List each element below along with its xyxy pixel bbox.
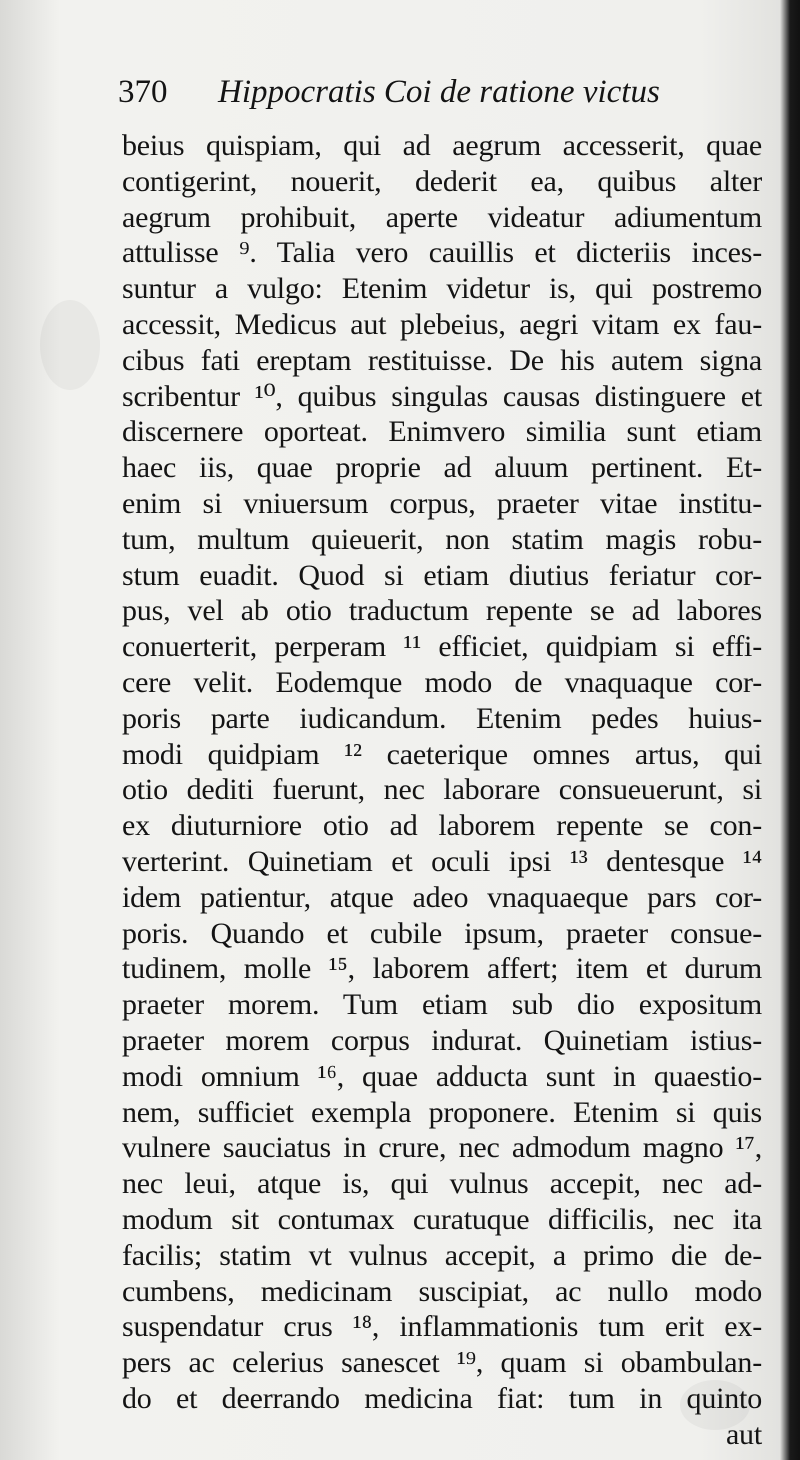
text-line: stum euadit. Quod si etiam diutius feriatur cor- — [122, 558, 762, 592]
text-line: pus, vel ab otio traductum repente se ad labores — [122, 594, 762, 628]
text-line: cumbens, medicinam suscipiat, ac nullo modo — [122, 1274, 762, 1308]
text-line: nem, sufficiet exempla proponere. Etenim si quis — [122, 1095, 762, 1129]
text-line: modum sit contumax curatuque difficilis, nec ita — [122, 1202, 762, 1236]
text-line: modi omnium ¹⁶, quae adducta sunt in quaestio- — [122, 1059, 762, 1093]
text-line: haec iis, quae proprie ad aluum pertinent. Et- — [122, 451, 762, 485]
text-line: facilis; statim vt vulnus accepit, a primo die de- — [122, 1238, 762, 1272]
text-line: idem patientur, atque adeo vnaquaeque pars cor- — [122, 880, 762, 914]
text-line: ex diuturniore otio ad laborem repente se con- — [122, 809, 762, 843]
running-title: Hippocratis Coi de ratione victus — [218, 74, 660, 110]
catchword: aut — [725, 1417, 762, 1451]
text-line: beius quispiam, qui ad aegrum accesserit, quae — [122, 129, 762, 162]
text-line: vulnere sauciatus in crure, nec admodum magno ¹⁷, — [122, 1131, 762, 1165]
text-line: modi quidpiam ¹² caeterique omnes artus, qui — [122, 737, 762, 771]
text-line: scribentur ¹⁰, quibus singulas causas distinguere et — [122, 379, 762, 413]
text-line: enim si vniuersum corpus, praeter vitae institu- — [122, 486, 762, 520]
page-number: 370 — [118, 74, 168, 110]
text-line: otio dediti fuerunt, nec laborare consueuerunt, si — [122, 773, 762, 807]
text-line: cere velit. Eodemque modo de vnaquaque cor- — [122, 665, 762, 699]
text-line: nec leui, atque is, qui vulnus accepit, nec ad- — [122, 1167, 762, 1201]
text-line: contigerint, nouerit, dederit ea, quibus alter — [122, 164, 762, 198]
text-line: praeter morem corpus indurat. Quinetiam istius- — [122, 1023, 762, 1057]
text-line: pers ac celerius sanescet ¹⁹, quam si obambulan- — [122, 1346, 762, 1380]
text-line: poris parte iudicandum. Etenim pedes huius- — [122, 701, 762, 735]
body-text — [122, 128, 762, 1452]
text-line: accessit, Medicus aut plebeius, aegri vitam ex fau- — [122, 307, 762, 341]
text-line: suspendatur crus ¹⁸, inflammationis tum erit ex- — [122, 1310, 762, 1344]
text-line: praeter morem. Tum etiam sub dio expositum — [122, 988, 762, 1022]
text-line: tum, multum quieuerit, non statim magis robu- — [122, 522, 762, 556]
text-line: conuerterit, perperam ¹¹ efficiet, quidpiam si effi- — [122, 630, 762, 664]
text-line: poris. Quando et cubile ipsum, praeter consue- — [122, 916, 762, 950]
text-line: do et deerrando medicina fiat: tum in quinto — [122, 1381, 762, 1415]
text-line: tudinem, molle ¹⁵, laborem affert; item et durum — [122, 952, 762, 986]
text-line: cibus fati ereptam restituisse. De his autem signa — [122, 343, 762, 377]
paper-stain — [40, 300, 100, 390]
text-line: suntur a vulgo: Etenim videtur is, qui postremo — [122, 272, 762, 306]
text-line: attulisse ⁹. Talia vero cauillis et dicteriis inces- — [122, 236, 762, 270]
text-line: discernere oporteat. Enimvero similia sunt etiam — [122, 415, 762, 449]
running-head — [118, 70, 718, 114]
text-line: aegrum prohibuit, aperte videatur adiumentum — [122, 200, 762, 234]
text-line: verterint. Quinetiam et oculi ipsi ¹³ dentesque ¹⁴ — [122, 844, 762, 878]
